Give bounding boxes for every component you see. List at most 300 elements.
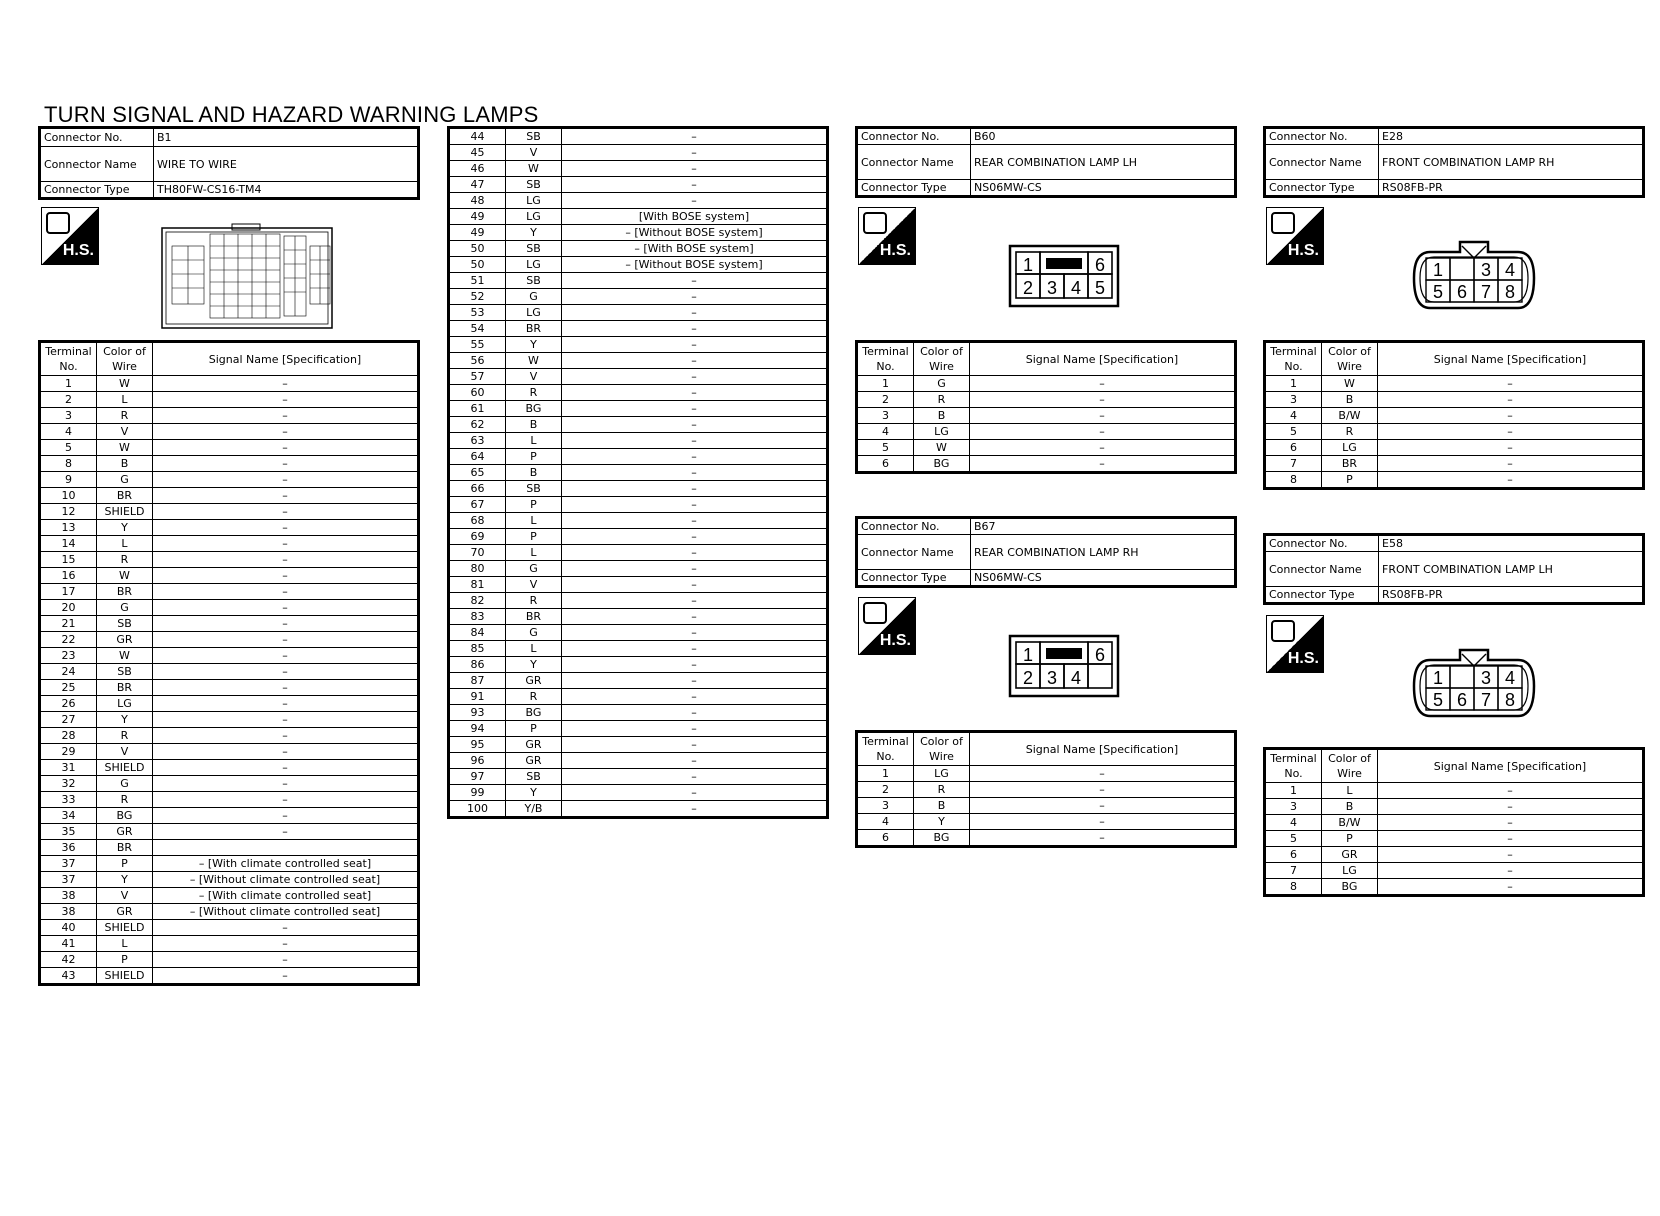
header-terminal-no: Terminal No. [1266, 750, 1322, 783]
connector-no-value: B60 [971, 129, 1235, 145]
wire-color-cell: B [914, 798, 970, 814]
signal-name-cell: – [1378, 440, 1643, 456]
connector-no-value: E58 [1379, 536, 1643, 552]
terminal-no-cell: 46 [450, 161, 506, 177]
connector-type-value: NS06MW-CS [971, 180, 1235, 196]
table-row [41, 760, 418, 776]
signal-name-cell: – [970, 456, 1235, 472]
terminal-no-cell: 64 [450, 449, 506, 465]
wire-color-cell: P [1322, 472, 1378, 488]
wire-color-cell: B [506, 417, 562, 433]
wire-color-cell: R [506, 593, 562, 609]
terminal-no-cell: 8 [1266, 472, 1322, 488]
terminal-no-cell: 60 [450, 385, 506, 401]
terminal-no-cell: 20 [41, 600, 97, 616]
terminal-no-cell: 68 [450, 513, 506, 529]
terminal-no-cell: 2 [858, 392, 914, 408]
wire-color-cell: BR [97, 584, 153, 600]
terminal-no-cell: 28 [41, 728, 97, 744]
pin-label: 6 [1094, 255, 1106, 275]
signal-name-cell: – [Without climate controlled seat] [153, 904, 418, 920]
pin-label: 3 [1046, 668, 1058, 688]
signal-name-cell: – [562, 273, 827, 289]
pin-label: 2 [1022, 278, 1034, 298]
hs-label: H.S. [62, 242, 94, 259]
signal-name-cell: – [970, 424, 1235, 440]
terminal-no-cell: 2 [41, 392, 97, 408]
pin-label: 6 [1094, 645, 1106, 665]
table-row [450, 305, 827, 321]
terminal-no-cell: 84 [450, 625, 506, 641]
signal-name-cell: – [153, 600, 418, 616]
wire-color-cell: SB [506, 273, 562, 289]
connector-info-b67 [857, 518, 1235, 586]
table-row [41, 568, 418, 584]
hs-label: H.S. [879, 632, 911, 649]
label-connector-type: Connector Type [858, 180, 971, 196]
signal-name-cell: – [1378, 783, 1643, 799]
wire-color-cell: GR [506, 753, 562, 769]
pin-label: 5 [1432, 282, 1444, 302]
wire-color-cell: L [97, 392, 153, 408]
terminal-no-cell: 4 [1266, 815, 1322, 831]
terminal-no-cell: 48 [450, 193, 506, 209]
terminal-no-cell: 9 [41, 472, 97, 488]
wire-color-cell: R [914, 392, 970, 408]
terminal-no-cell: 1 [858, 376, 914, 392]
terminal-no-cell: 69 [450, 529, 506, 545]
label-connector-no: Connector No. [858, 519, 971, 535]
wire-color-cell: Y [914, 814, 970, 830]
table-row [858, 766, 1235, 782]
wire-color-cell: BR [97, 488, 153, 504]
wire-color-cell: GR [97, 824, 153, 840]
table-row [858, 814, 1235, 830]
table-row [450, 129, 827, 145]
table-row [1266, 783, 1643, 799]
wire-color-cell: G [506, 561, 562, 577]
signal-name-cell: – [153, 968, 418, 984]
wire-color-cell: LG [506, 305, 562, 321]
signal-name-cell: – [562, 705, 827, 721]
wire-color-cell: P [506, 529, 562, 545]
terminal-no-cell: 50 [450, 241, 506, 257]
table-row [1266, 831, 1643, 847]
table-row [450, 241, 827, 257]
terminal-no-cell: 87 [450, 673, 506, 689]
signal-name-cell: – [153, 664, 418, 680]
signal-name-cell: – [970, 830, 1235, 846]
table-row [450, 465, 827, 481]
terminal-no-cell: 82 [450, 593, 506, 609]
wire-color-cell: Y [97, 712, 153, 728]
table-row [858, 424, 1235, 440]
signal-name-cell: – [562, 529, 827, 545]
header-color-of-wire: Color of Wire [914, 733, 970, 766]
table-row [41, 696, 418, 712]
signal-name-cell: – [970, 392, 1235, 408]
table-row [450, 801, 827, 817]
table-row [450, 753, 827, 769]
terminal-table-e28 [1265, 342, 1643, 488]
terminal-no-cell: 51 [450, 273, 506, 289]
terminal-no-cell: 3 [1266, 392, 1322, 408]
terminal-no-cell: 29 [41, 744, 97, 760]
terminal-no-cell: 26 [41, 696, 97, 712]
wire-color-cell: B [97, 456, 153, 472]
signal-name-cell: – [562, 129, 827, 145]
table-row [450, 177, 827, 193]
terminal-no-cell: 1 [1266, 376, 1322, 392]
signal-name-cell: – [562, 401, 827, 417]
signal-name-cell: – [153, 376, 418, 392]
table-row [450, 417, 827, 433]
signal-name-cell: – [562, 609, 827, 625]
signal-name-cell: – [153, 584, 418, 600]
terminal-no-cell: 99 [450, 785, 506, 801]
signal-name-cell: – [562, 785, 827, 801]
wire-color-cell: SB [97, 664, 153, 680]
signal-name-cell: – [With climate controlled seat] [153, 856, 418, 872]
wire-color-cell: V [506, 145, 562, 161]
terminal-no-cell: 36 [41, 840, 97, 856]
signal-name-cell: – [970, 408, 1235, 424]
wire-color-cell: L [506, 433, 562, 449]
header-signal-name: Signal Name [Specification] [1378, 750, 1643, 783]
table-row [450, 401, 827, 417]
table-row [450, 513, 827, 529]
signal-name-cell: – [153, 408, 418, 424]
wire-color-cell: BR [97, 680, 153, 696]
signal-name-cell: – [970, 798, 1235, 814]
wire-color-cell: W [914, 440, 970, 456]
terminal-no-cell: 21 [41, 616, 97, 632]
wire-color-cell: L [1322, 783, 1378, 799]
table-row [41, 792, 418, 808]
signal-name-cell: – [562, 497, 827, 513]
wire-color-cell: L [506, 641, 562, 657]
wire-color-cell: L [97, 936, 153, 952]
table-row [41, 472, 418, 488]
signal-name-cell: – [562, 433, 827, 449]
terminal-no-cell: 4 [858, 424, 914, 440]
connector-info-e58 [1265, 535, 1643, 603]
signal-name-cell: – [562, 449, 827, 465]
signal-name-cell: – [562, 289, 827, 305]
pin-label: 5 [1094, 278, 1106, 298]
terminal-table-b67 [857, 732, 1235, 846]
pin-label: 5 [1432, 690, 1444, 710]
table-row [41, 616, 418, 632]
signal-name-cell: – [970, 376, 1235, 392]
terminal-no-cell: 25 [41, 680, 97, 696]
signal-name-cell: – [Without climate controlled seat] [153, 872, 418, 888]
wire-color-cell: L [506, 513, 562, 529]
wire-color-cell: BR [506, 609, 562, 625]
table-row [1266, 799, 1643, 815]
wire-color-cell: R [97, 728, 153, 744]
terminal-no-cell: 31 [41, 760, 97, 776]
table-row [450, 257, 827, 273]
signal-name-cell [153, 840, 418, 856]
pin-label: 4 [1504, 668, 1516, 688]
hs-icon [858, 597, 916, 655]
terminal-no-cell: 14 [41, 536, 97, 552]
terminal-no-cell: 13 [41, 520, 97, 536]
pin-label: 1 [1432, 668, 1444, 688]
table-row [450, 577, 827, 593]
pin-label: 2 [1022, 668, 1034, 688]
wire-color-cell: GR [97, 632, 153, 648]
terminal-table-b1 [40, 342, 418, 984]
harness-side-icon [1271, 212, 1295, 234]
pin-label: 1 [1022, 645, 1034, 665]
terminal-no-cell: 81 [450, 577, 506, 593]
signal-name-cell: – [153, 616, 418, 632]
header-color-of-wire: Color of Wire [97, 343, 153, 376]
terminal-no-cell: 7 [1266, 456, 1322, 472]
connector-no-value: B1 [154, 129, 418, 147]
signal-name-cell: – [562, 369, 827, 385]
table-row [41, 968, 418, 984]
connector-name-value: REAR COMBINATION LAMP LH [971, 145, 1235, 180]
table-row [41, 904, 418, 920]
signal-name-cell: – [153, 808, 418, 824]
signal-name-cell: – [153, 920, 418, 936]
table-row [41, 872, 418, 888]
connector-diagram-e58 [1410, 646, 1538, 722]
header-terminal-no: Terminal No. [858, 733, 914, 766]
table-row [41, 504, 418, 520]
table-row [41, 808, 418, 824]
wire-color-cell: B [506, 465, 562, 481]
header-terminal-no: Terminal No. [1266, 343, 1322, 376]
wire-color-cell: V [97, 744, 153, 760]
signal-name-cell: – [1378, 831, 1643, 847]
terminal-no-cell: 44 [450, 129, 506, 145]
table-row [41, 856, 418, 872]
wire-color-cell: P [97, 952, 153, 968]
terminal-no-cell: 93 [450, 705, 506, 721]
wire-color-cell: LG [914, 424, 970, 440]
terminal-no-cell: 6 [858, 830, 914, 846]
table-row [450, 529, 827, 545]
signal-name-cell: – [562, 769, 827, 785]
terminal-no-cell: 37 [41, 856, 97, 872]
wire-color-cell: Y [506, 225, 562, 241]
wire-color-cell: W [506, 353, 562, 369]
header-signal-name: Signal Name [Specification] [1378, 343, 1643, 376]
wire-color-cell: P [506, 449, 562, 465]
wire-color-cell: G [97, 472, 153, 488]
terminal-no-cell: 12 [41, 504, 97, 520]
signal-name-cell: – [153, 568, 418, 584]
signal-name-cell: – [153, 728, 418, 744]
table-row [41, 744, 418, 760]
signal-name-cell: – [1378, 456, 1643, 472]
terminal-no-cell: 4 [1266, 408, 1322, 424]
terminal-no-cell: 86 [450, 657, 506, 673]
table-row [450, 273, 827, 289]
connector-info-e28 [1265, 128, 1643, 196]
table-row [41, 680, 418, 696]
wire-color-cell: B/W [1322, 815, 1378, 831]
signal-name-cell: – [562, 513, 827, 529]
connector-type-value: RS08FB-PR [1379, 587, 1643, 603]
terminal-no-cell: 16 [41, 568, 97, 584]
signal-name-cell: – [562, 305, 827, 321]
connector-info-b60 [857, 128, 1235, 196]
table-row [450, 641, 827, 657]
terminal-no-cell: 27 [41, 712, 97, 728]
terminal-no-cell: 4 [858, 814, 914, 830]
harness-side-icon [863, 212, 887, 234]
signal-name-cell: – [562, 321, 827, 337]
wire-color-cell: V [506, 369, 562, 385]
wire-color-cell: BG [506, 401, 562, 417]
wire-color-cell: G [506, 289, 562, 305]
signal-name-cell: – [562, 337, 827, 353]
connector-name-value: REAR COMBINATION LAMP RH [971, 535, 1235, 570]
table-row [450, 689, 827, 705]
terminal-no-cell: 83 [450, 609, 506, 625]
table-row [41, 648, 418, 664]
wire-color-cell: LG [914, 766, 970, 782]
signal-name-cell: – [562, 177, 827, 193]
signal-name-cell: – [1378, 472, 1643, 488]
table-row [41, 552, 418, 568]
terminal-no-cell: 49 [450, 225, 506, 241]
connector-name-value: FRONT COMBINATION LAMP RH [1379, 145, 1643, 180]
table-row [41, 824, 418, 840]
table-row [450, 609, 827, 625]
signal-name-cell: – [970, 440, 1235, 456]
signal-name-cell: – [153, 680, 418, 696]
terminal-no-cell: 4 [41, 424, 97, 440]
table-row [858, 782, 1235, 798]
signal-name-cell: – [562, 673, 827, 689]
wire-color-cell: V [97, 888, 153, 904]
wire-color-cell: R [506, 689, 562, 705]
terminal-no-cell: 1 [858, 766, 914, 782]
wire-color-cell: P [506, 497, 562, 513]
hs-label: H.S. [879, 242, 911, 259]
pin-label: 6 [1456, 282, 1468, 302]
wire-color-cell: Y [506, 657, 562, 673]
table-row [858, 798, 1235, 814]
header-color-of-wire: Color of Wire [1322, 343, 1378, 376]
wire-color-cell: B/W [1322, 408, 1378, 424]
terminal-no-cell: 8 [1266, 879, 1322, 895]
terminal-no-cell: 91 [450, 689, 506, 705]
terminal-no-cell: 43 [41, 968, 97, 984]
terminal-no-cell: 1 [1266, 783, 1322, 799]
table-row [41, 840, 418, 856]
terminal-no-cell: 85 [450, 641, 506, 657]
table-row [41, 488, 418, 504]
terminal-no-cell: 3 [858, 408, 914, 424]
pin-label: 8 [1504, 282, 1516, 302]
signal-name-cell: – [562, 417, 827, 433]
wire-color-cell: Y [97, 520, 153, 536]
signal-name-cell: – [Without BOSE system] [562, 257, 827, 273]
table-row [450, 337, 827, 353]
wire-color-cell: BG [914, 456, 970, 472]
table-row [450, 769, 827, 785]
terminal-no-cell: 38 [41, 888, 97, 904]
table-row [450, 737, 827, 753]
wire-color-cell: R [506, 385, 562, 401]
signal-name-cell: – [562, 145, 827, 161]
signal-name-cell: – [153, 744, 418, 760]
wire-color-cell: GR [506, 673, 562, 689]
terminal-no-cell: 37 [41, 872, 97, 888]
wire-color-cell: P [506, 721, 562, 737]
wire-color-cell: SB [506, 241, 562, 257]
wire-color-cell: G [506, 625, 562, 641]
wire-color-cell: P [1322, 831, 1378, 847]
harness-side-icon [863, 602, 887, 624]
signal-name-cell: – [153, 824, 418, 840]
table-row [41, 632, 418, 648]
table-row [1266, 847, 1643, 863]
wire-color-cell: BR [1322, 456, 1378, 472]
wire-color-cell: SHIELD [97, 760, 153, 776]
terminal-no-cell: 54 [450, 321, 506, 337]
wire-color-cell: SHIELD [97, 968, 153, 984]
signal-name-cell: – [562, 753, 827, 769]
wire-color-cell: G [97, 600, 153, 616]
table-row [450, 433, 827, 449]
table-row [858, 408, 1235, 424]
signal-name-cell: – [1378, 376, 1643, 392]
table-row [450, 321, 827, 337]
wire-color-cell: BG [1322, 879, 1378, 895]
terminal-no-cell: 3 [858, 798, 914, 814]
table-row [41, 408, 418, 424]
table-row [450, 209, 827, 225]
table-row [1266, 440, 1643, 456]
terminal-no-cell: 41 [41, 936, 97, 952]
signal-name-cell: – [1378, 879, 1643, 895]
wire-color-cell: V [506, 577, 562, 593]
connector-type-value: RS08FB-PR [1379, 180, 1643, 196]
table-row [450, 705, 827, 721]
wire-color-cell: Y [97, 872, 153, 888]
wire-color-cell: B [1322, 392, 1378, 408]
table-row [41, 392, 418, 408]
terminal-no-cell: 96 [450, 753, 506, 769]
wire-color-cell: GR [97, 904, 153, 920]
wire-color-cell: GR [1322, 847, 1378, 863]
terminal-no-cell: 22 [41, 632, 97, 648]
terminal-no-cell: 61 [450, 401, 506, 417]
table-row [1266, 863, 1643, 879]
wire-color-cell: R [97, 552, 153, 568]
label-connector-name: Connector Name [41, 147, 154, 182]
signal-name-cell: – [153, 520, 418, 536]
signal-name-cell: – [1378, 408, 1643, 424]
terminal-no-cell: 24 [41, 664, 97, 680]
wire-color-cell: SHIELD [97, 920, 153, 936]
terminal-no-cell: 23 [41, 648, 97, 664]
table-row [450, 193, 827, 209]
signal-name-cell: – [With climate controlled seat] [153, 888, 418, 904]
table-row [1266, 879, 1643, 895]
terminal-no-cell: 10 [41, 488, 97, 504]
connector-info-b1 [40, 128, 418, 198]
wire-color-cell: SB [506, 177, 562, 193]
